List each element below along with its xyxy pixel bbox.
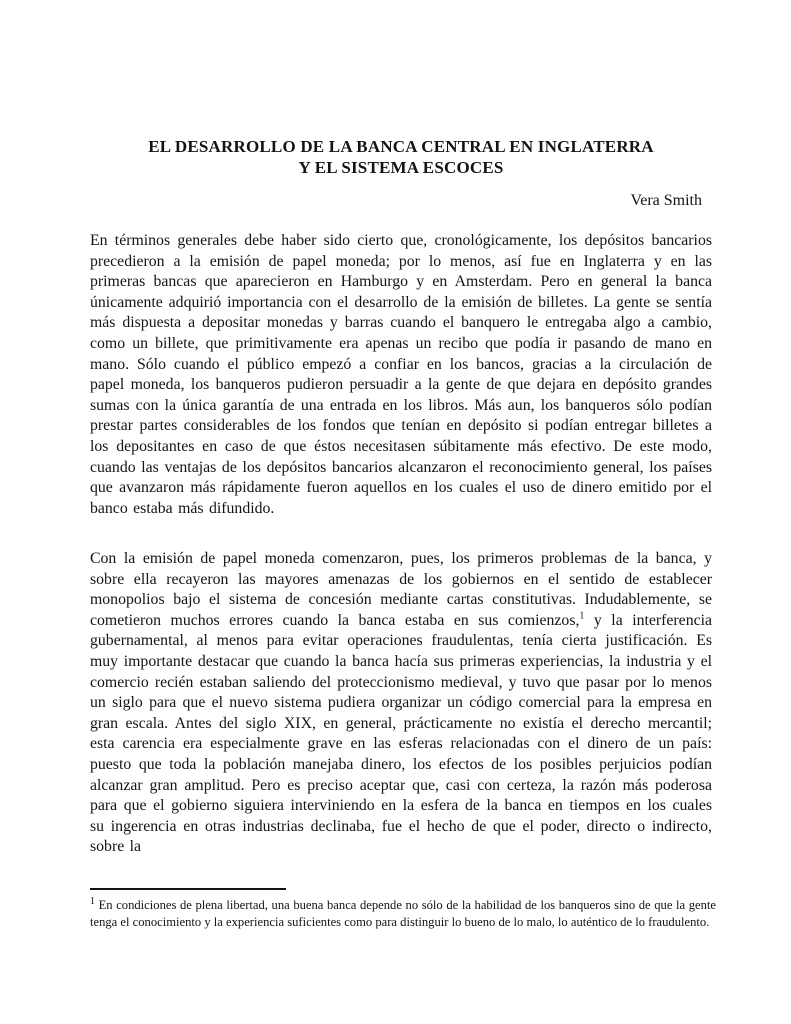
author-name: Vera Smith [630, 192, 702, 209]
footnote-body: En condiciones de plena libertad, una buena banca depende no sólo de la habilidad de los banqueros sino de que la gente tenga el conocimiento y la experiencia suficientes como para distinguir lo bueno de lo malo, lo auténtico de lo fraudulento. [90, 898, 716, 929]
footnote-reference: 1 [579, 610, 585, 622]
document-title [90, 136, 712, 178]
footnote-text [90, 897, 716, 931]
footnote-marker: 1 [90, 895, 95, 907]
paragraph-2-text-after-ref: y la interferencia gubernamental, al menos para evitar operaciones fraudulentas, tenía cierta justificación. Es muy importante destacar que cuando la banca hacía sus primeras experiencias, la industria y el comercio recién estaban saliendo del proteccionismo medieval, y tuvo que pasar por lo menos un siglo para que el nuevo sistema pudiera organizar un código comercial para la empresa en gran escala. Antes del siglo XIX, en general, prácticamente no existía el derecho mercantil; esta carencia era especialmente grave en las esferas relacionadas con el dinero de un país: puesto que toda la población manejaba dinero, los efectos de los posibles perjuicios podían alcanzar gran amplitud. Pero es preciso aceptar que, casi con certeza, la razón más poderosa para que el gobierno siguiera interviniendo en la esfera de la banca en tiempos en los cuales su ingerencia en otras industrias declinaba, fue el hecho de que el poder, directo o indirecto, sobre la [90, 611, 713, 856]
footnote-separator [90, 888, 286, 890]
paragraph-1: En términos generales debe haber sido cierto que, cronológicamente, los depósitos bancarios precedieron a la emisión de papel moneda; por lo menos, así fue en Inglaterra y en las primeras bancas que aparecieron en Hamburgo y en Amsterdam. Pero en general la banca únicamente adquirió importancia con el desarrollo de la emisión de billetes. La gente se sentía más dispuesta a depositar monedas y barras cuando el banquero le entregaba algo a cambio, como un billete, que primitivamente era apenas un recibo que podía ir pasando de mano en mano. Sólo cuando el público empezó a confiar en los bancos, gracias a la circulación de papel moneda, los banqueros pudieron persuadir a la gente de que dejara en depósito grandes sumas con la única garantía de una entrada en los libros. Más aun, los banqueros sólo podían prestar partes considerables de los fondos que tenían en depósito si podían entregar billetes a los depositantes en caso de que éstos necesitasen súbitamente más efectivo. De este modo, cuando las ventajas de los depósitos bancarios alcanzaron el reconocimiento general, los países que avanzaron más rápidamente fueron aquellos en los cuales el uso de dinero emitido por el banco estaba más difundido. [90, 232, 712, 517]
document-title-line1: EL DESARROLLO DE LA BANCA CENTRAL EN INGLATERRA [148, 137, 654, 156]
paragraph-2 [90, 549, 712, 858]
paragraph-2-text-before-ref: Con la emisión de papel moneda comenzaron, pues, los primeros problemas de la banca, y sobre ella recayeron las mayores amenazas de los gobiernos en el sentido de establecer monopolios bajo el sistema de concesión mediante cartas constitutivas. Indudablemente, se cometieron muchos errores cuando la banca estaba en sus comienzos, [90, 550, 712, 629]
document-title-line2: Y EL SISTEMA ESCOCES [298, 158, 504, 177]
